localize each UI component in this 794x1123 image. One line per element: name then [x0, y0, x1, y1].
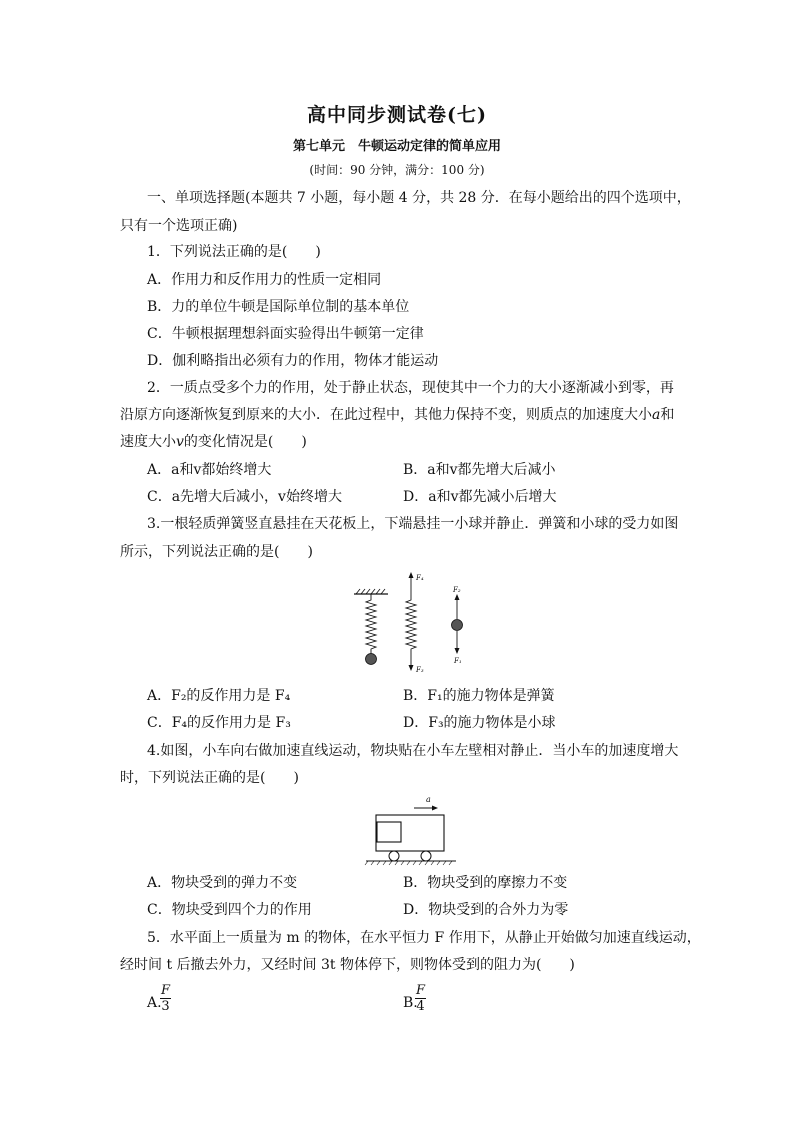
- q4-stem-line2: 时，下列说法正确的是( ): [120, 770, 299, 786]
- q3-option-a: A．F₂的反作用力是 F₄: [147, 688, 291, 704]
- q1-option-a: A．作用力和反作用力的性质一定相同: [147, 272, 382, 288]
- wheel-left-icon: [389, 851, 399, 861]
- q2-option-c: C．a先增大后减小，v始终增大: [147, 489, 342, 505]
- section-instructions-line2: 只有一个选项正确): [120, 218, 238, 234]
- q2-stem-line1: 2．一质点受多个力的作用，处于静止状态，现使其中一个力的大小逐渐减小到零，再: [147, 380, 674, 396]
- exam-meta: (时间：90 分钟，满分：100 分): [309, 163, 485, 177]
- q3-stem-line2: 所示，下列说法正确的是( ): [120, 544, 313, 560]
- q5-stem-line2: 经时间 t 后撤去外力，又经时间 3t 物体停下，则物体受到的阻力为( ): [120, 957, 575, 973]
- q1-option-d: D．伽利略指出必须有力的作用，物体才能运动: [147, 353, 439, 369]
- unit-title: 第七单元 牛顿运动定律的简单应用: [292, 139, 501, 154]
- q5-option-b-prefix: B.: [403, 995, 418, 1011]
- wheel-right-icon: [421, 851, 431, 861]
- label-f3: F₃: [416, 666, 424, 674]
- cart-diagram: [360, 790, 460, 868]
- q3-option-b: B．F₁的施力物体是弹簧: [403, 688, 555, 704]
- section-instructions-line1: 一、单项选择题(本题共 7 小题，每小题 4 分，共 28 分．在每小题给出的四个选项中，: [147, 190, 691, 206]
- q2-option-b: B．a和v都先增大后减小: [403, 462, 556, 478]
- q4-option-a: A．物块受到的弹力不变: [147, 875, 298, 891]
- q3-option-d: D．F₃的施力物体是小球: [403, 715, 556, 731]
- q2-stem-line3: 速度大小v的变化情况是( ): [120, 434, 307, 450]
- q2-option-a: A．a和v都始终增大: [147, 462, 272, 478]
- page-title: 高中同步测试卷(七): [307, 104, 487, 126]
- q5-option-b-fraction: $\frac{F}{4}$: [416, 983, 426, 1014]
- q4-option-b: B．物块受到的摩擦力不变: [403, 875, 568, 891]
- q1-option-c: C．牛顿根据理想斜面实验得出牛顿第一定律: [147, 326, 424, 342]
- accel-label: a: [426, 795, 431, 804]
- q1-stem: 1．下列说法正确的是( ): [147, 244, 321, 260]
- label-f2: F₂: [453, 586, 461, 594]
- q5-stem-line1: 5．水平面上一质量为 m 的物体，在水平恒力 F 作用下，从静止开始做匀加速直线运动，: [147, 930, 701, 946]
- q3-stem-line1: 3.一根轻质弹簧竖直悬挂在天花板上，下端悬挂一小球并静止．弹簧和小球的受力如图: [147, 516, 679, 532]
- label-f4: F₄: [416, 574, 424, 582]
- q5-option-a-fraction: $\frac{F}{3}$: [161, 983, 171, 1014]
- q3-option-c: C．F₄的反作用力是 F₃: [147, 715, 291, 731]
- label-f1: F₁: [454, 657, 462, 665]
- ball-icon: [366, 654, 377, 665]
- q4-option-c: C．物块受到四个力的作用: [147, 902, 312, 918]
- block: [377, 822, 401, 842]
- q5-option-a-prefix: A.: [147, 995, 162, 1011]
- q4-stem-line1: 4.如图，小车向右做加速直线运动，物块贴在小车左壁相对静止．当小车的加速度增大: [147, 743, 679, 759]
- q2-option-d: D．a和v都先减小后增大: [403, 489, 557, 505]
- q2-stem-line2: 沿原方向逐渐恢复到原来的大小．在此过程中，其他力保持不变，则质点的加速度大小a和: [120, 407, 675, 423]
- q4-option-d: D．物块受到的合外力为零: [403, 902, 569, 918]
- q1-option-b: B．力的单位牛顿是国际单位制的基本单位: [147, 299, 410, 315]
- spring-force-diagram: [340, 568, 480, 676]
